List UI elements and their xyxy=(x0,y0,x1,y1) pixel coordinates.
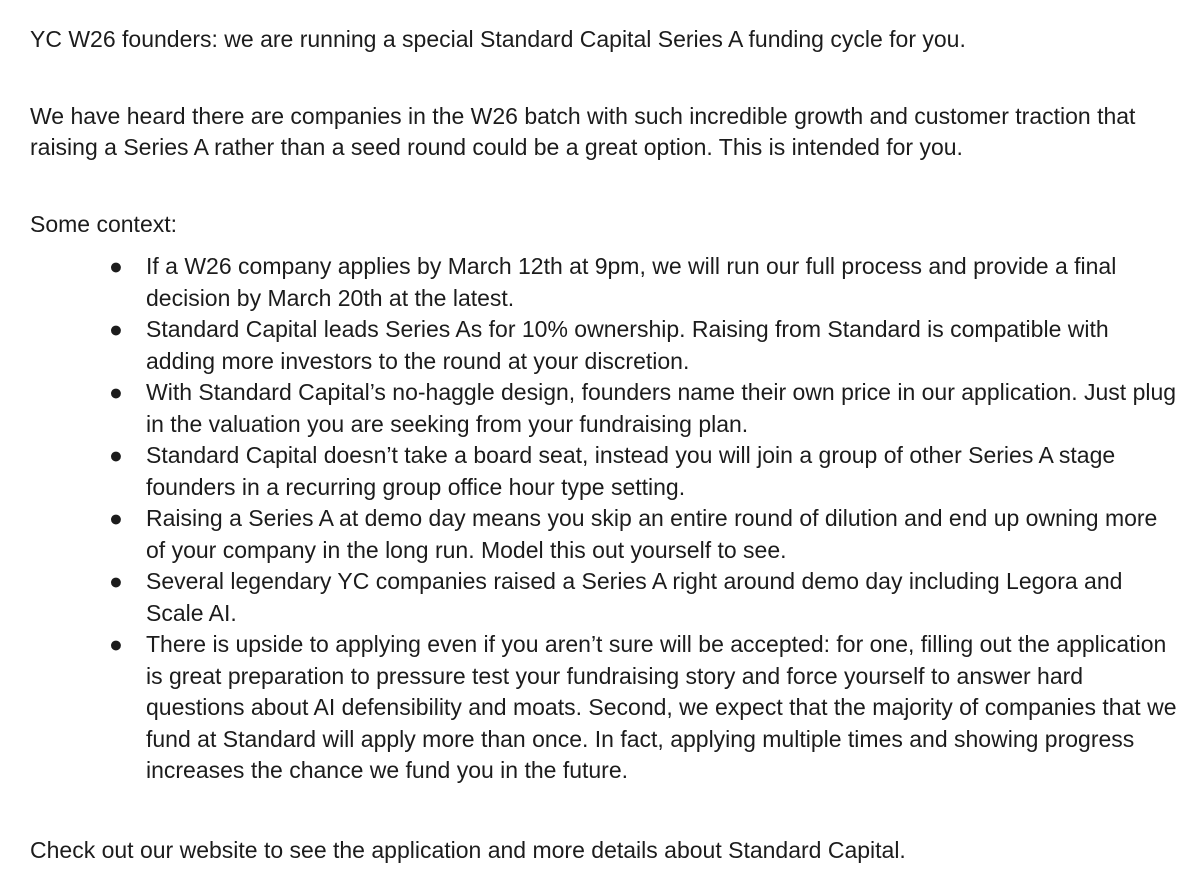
bullet-icon: ● xyxy=(109,379,123,405)
bullet-text: Standard Capital doesn’t take a board seat, instead you will join a group of other Series A stage founders in a recurring group office hour type setting. xyxy=(146,442,1116,500)
bullet-list xyxy=(30,251,1180,787)
bullet-text: If a W26 company applies by March 12th at 9pm, we will run our full process and provide a final decision by March 20th at the latest. xyxy=(146,253,1117,311)
list-item xyxy=(109,629,1180,787)
bullet-icon: ● xyxy=(109,505,123,531)
bullet-text: Standard Capital leads Series As for 10% ownership. Raising from Standard is compatible with adding more investors to the round at your discretion. xyxy=(146,316,1109,374)
list-item xyxy=(109,440,1180,503)
bullet-icon: ● xyxy=(109,253,123,279)
bullet-icon: ● xyxy=(109,568,123,594)
bullet-text: There is upside to applying even if you aren’t sure will be accepted: for one, filling out the application is great preparation to pressure test your fundraising story and force yourself to answer hard questions about AI defensibility and moats. Second, we expect that the majority of companies that we fund at Standard will apply more than once. In fact, applying multiple times and showing progress increases the chance we fund you in the future. xyxy=(146,631,1177,783)
bullet-text: Several legendary YC companies raised a Series A right around demo day including Legora and Scale AI. xyxy=(146,568,1123,626)
bullet-icon: ● xyxy=(109,316,123,342)
list-item xyxy=(109,503,1180,566)
bullet-text: With Standard Capital’s no-haggle design, founders name their own price in our application. Just plug in the valuation you are seeking from your fundraising plan. xyxy=(146,379,1177,437)
context-paragraph: We have heard there are companies in the W26 batch with such incredible growth and customer traction that raising a Series A rather than a seed round could be a great option. This is intended for you. xyxy=(30,102,1136,160)
bullet-text: Raising a Series A at demo day means you skip an entire round of dilution and end up owning more of your company in the long run. Model this out yourself to see. xyxy=(146,505,1158,563)
list-item xyxy=(109,566,1180,629)
document-body xyxy=(30,24,1180,866)
list-item xyxy=(109,251,1180,314)
bullet-icon: ● xyxy=(109,631,123,657)
bullet-icon: ● xyxy=(109,442,123,468)
closing-line: Check out our website to see the application and more details about Standard Capital. xyxy=(30,836,906,863)
list-item xyxy=(109,314,1180,377)
list-item xyxy=(109,377,1180,440)
context-label: Some context: xyxy=(30,210,178,237)
intro-line: YC W26 founders: we are running a special Standard Capital Series A funding cycle for you. xyxy=(30,26,966,52)
